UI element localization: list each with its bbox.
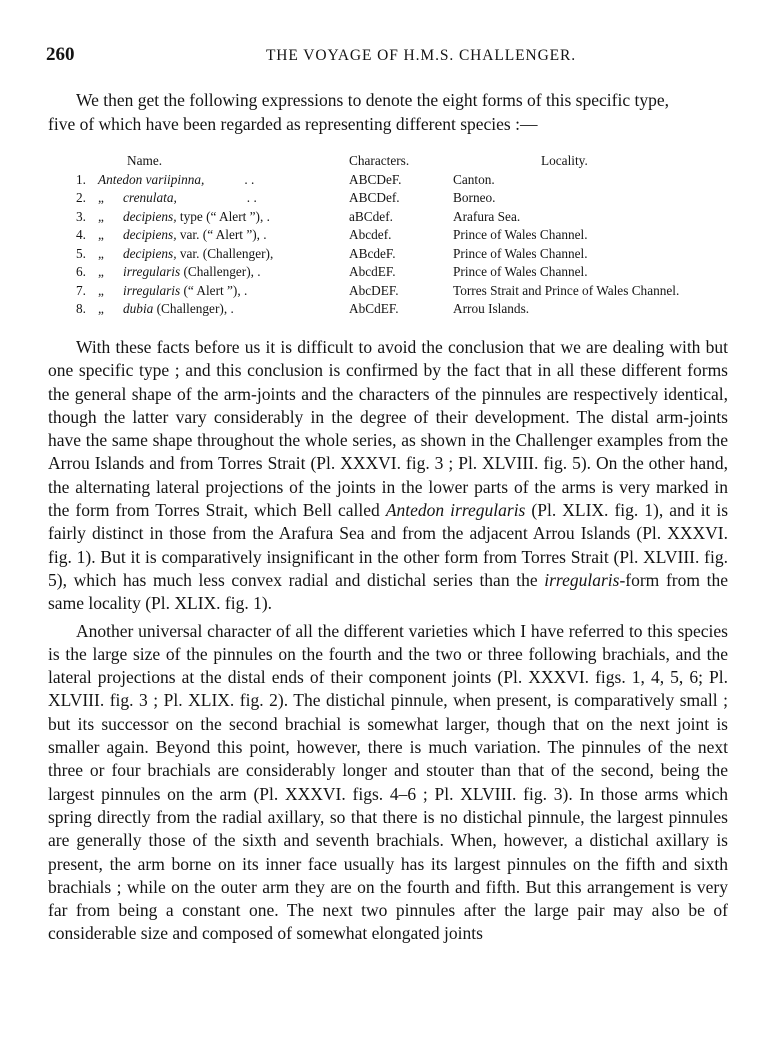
row-number: 4. [76,227,86,243]
characters-code: ABCDef. [349,190,400,206]
characters-code: AbcDEF. [349,282,399,298]
species-table [76,152,679,319]
row-number: 5. [76,245,86,261]
table-row [76,300,679,319]
characters-code: aBCdef. [349,208,393,224]
ditto-mark: „ [98,264,104,280]
row-number: 6. [76,264,86,280]
locality: Arafura Sea. [453,208,521,224]
locality: Canton. [453,171,495,187]
species-name: Antedon variipinna, . . [98,171,255,187]
ditto-mark: „ [98,208,104,224]
intro-paragraph [48,88,728,136]
table-row [76,208,679,227]
table-row [76,171,679,190]
ditto-mark: „ [98,282,104,298]
species-name: decipiens, var. (Challenger), [123,245,274,261]
body-text [48,336,728,946]
row-number: 7. [76,282,86,298]
table-row [76,263,679,282]
ditto-mark: „ [98,301,104,317]
column-header-characters: Characters. [349,153,410,169]
ditto-mark: „ [98,190,104,206]
locality: Arrou Islands. [453,301,530,317]
characters-code: ABCDeF. [349,171,402,187]
table-row [76,226,679,245]
table-row [76,189,679,208]
intro-line: five of which have been regarded as representing different species :— [48,114,538,134]
species-name: decipiens, type (“ Alert ”), . [123,208,270,224]
row-number: 3. [76,208,86,224]
intro-line: We then get the following expressions to denote the eight forms of this specific type, [76,90,669,110]
species-name: irregularis (“ Alert ”), . [123,282,248,298]
characters-code: ABcdeF. [349,245,396,261]
characters-code: AbCdEF. [349,301,399,317]
paragraph: Another universal character of all the different varieties which I have referred to this species is the large size of the pinnules on the fourth and the two or three following brachials, and the lateral projections at the distal ends of their component joints (Pl. XXXVI. figs. 1, 4, 5, 6; Pl. XLVIII. fig. 3 ; Pl. XLIX. fig. 2). The distichal pinnule, when present, is comparatively small ; but its successor on the second brachial is somewhat larger, though that on the next joint is smaller again. Beyond this point, however, there is much variation. The pinnules of the next three or four brachials are considerably longer and stouter than that of the second, being the largest pinnules on the arm (Pl. XXXVI. figs. 4–6 ; Pl. XLVIII. fig. 3). In those arms which spring directly from the radial axillary, so that there is no distichal pinnule, the largest pinnules are generally those of the sixth and seventh brachials. When, however, a distichal axillary is present, the arm borne on its inner face usually has its largest pinnules on the fifth and sixth brachials ; while on the outer arm they are on the fourth and fifth. But this arrangement is very far from being a constant one. The next two pinnules after the large pair may also be of considerable size and composed of somewhat elongated joints [48,620,728,944]
species-name: irregularis (Challenger), . [123,264,261,280]
species-name: crenulata, . . [123,190,257,206]
page-header [46,44,736,70]
locality: Prince of Wales Channel. [453,227,588,243]
column-header-name: Name. [127,153,163,169]
characters-code: Abcdef. [349,227,392,243]
table-row [76,245,679,264]
paragraph: With these facts before us it is difficult to avoid the conclusion that we are dealing with but one specific type ; and this conclusion is confirmed by the fact that in all these different forms the general shape of the arm-joints and the characters of the pinnules are respectively identical, though the latter vary considerably in the degree of their development. The distal arm-joints have the same shape throughout the whole series, as shown in the Challenger examples from the Arrou Islands and from Torres Strait (Pl. XXXVI. fig. 3 ; Pl. XLVIII. fig. 5). On the other hand, the alternating lateral projections of the joints in the lower parts of the arms is very marked in the form from Torres Strait, which Bell called Antedon irregularis (Pl. XLIX. fig. 1), and it is fairly distinct in those from the Arafura Sea and from the adjacent Arrou Islands (Pl. XXXVI. fig. 1). But it is comparatively insignificant in the other form from Torres Strait (Pl. XLVIII. fig. 5), which has much less convex radial and distichal series than the irregularis-form from the same locality (Pl. XLIX. fig. 1). [48,337,729,614]
row-number: 8. [76,301,86,317]
running-title: THE VOYAGE OF H.M.S. CHALLENGER. [265,47,577,64]
characters-code: AbcdEF. [349,264,396,280]
ditto-mark: „ [98,227,104,243]
species-name: decipiens, var. (“ Alert ”), . [123,227,267,243]
locality: Prince of Wales Channel. [453,264,588,280]
locality: Prince of Wales Channel. [453,245,588,261]
column-header-locality: Locality. [541,153,588,169]
table-row [76,282,679,301]
row-number: 2. [76,190,86,206]
locality: Torres Strait and Prince of Wales Channel. [453,282,680,298]
table-header-row [76,152,679,171]
locality: Borneo. [453,190,496,206]
page-number: 260 [46,44,75,65]
row-number: 1. [76,171,86,187]
species-name: dubia (Challenger), . [123,301,234,317]
ditto-mark: „ [98,245,104,261]
